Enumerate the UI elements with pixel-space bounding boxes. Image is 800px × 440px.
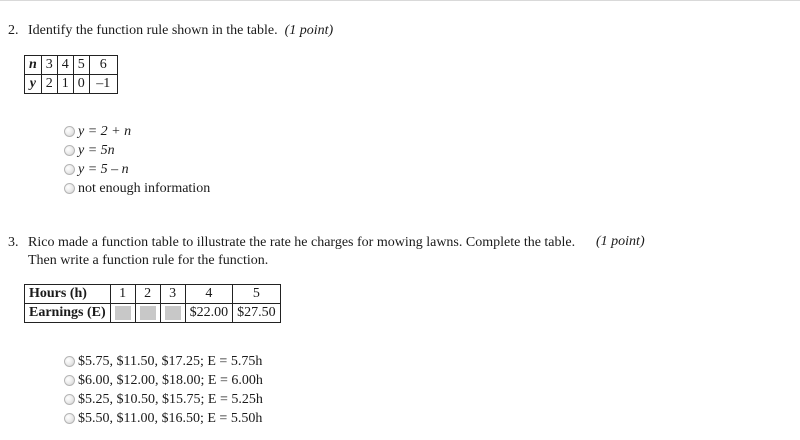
blank-input-box[interactable]: [115, 306, 131, 320]
option-c[interactable]: [64, 160, 210, 179]
question-2-number: 3.: [8, 235, 19, 250]
function-table-1: [24, 55, 118, 94]
table-cell: 4: [185, 285, 233, 304]
table-cell: 2: [41, 75, 57, 94]
option-label: $6.00, $12.00, $18.00; E = 6.00h: [78, 372, 263, 388]
answer-box[interactable]: [135, 304, 160, 323]
option-b[interactable]: [64, 141, 210, 160]
table-row-earnings: [25, 304, 281, 323]
question-2-points: (1 point): [596, 234, 645, 249]
option-label: $5.25, $10.50, $15.75; E = 5.25h: [78, 391, 263, 407]
question-1-options: [64, 122, 210, 198]
table-row-n: [25, 56, 118, 75]
table-cell: 4: [57, 56, 73, 75]
question-1-number: 2.: [8, 23, 19, 38]
table-row-y: [25, 75, 118, 94]
radio-button[interactable]: [64, 394, 75, 405]
table-header-y: y: [25, 75, 42, 94]
option-label: y = 2 + n: [78, 123, 132, 139]
function-table-2: [24, 284, 281, 323]
option-label: y = 5n: [78, 142, 115, 158]
table-cell: 3: [41, 56, 57, 75]
table-cell: –1: [89, 75, 117, 94]
option-d[interactable]: [64, 179, 210, 198]
option-a[interactable]: [64, 352, 263, 371]
answer-box[interactable]: [110, 304, 135, 323]
option-label: $5.75, $11.50, $17.25; E = 5.75h: [78, 353, 263, 369]
radio-button[interactable]: [64, 126, 75, 137]
option-label: y = 5 – n: [78, 161, 129, 177]
option-d[interactable]: [64, 409, 263, 428]
question-2-options: [64, 352, 263, 428]
table-cell: 6: [89, 56, 117, 75]
table-cell: 2: [135, 285, 160, 304]
top-divider: [0, 0, 800, 1]
option-b[interactable]: [64, 371, 263, 390]
table-header-n: n: [25, 56, 42, 75]
radio-button[interactable]: [64, 145, 75, 156]
table-cell: $22.00: [185, 304, 233, 323]
radio-button[interactable]: [64, 183, 75, 194]
answer-box[interactable]: [160, 304, 185, 323]
radio-button[interactable]: [64, 413, 75, 424]
table-cell: 3: [160, 285, 185, 304]
blank-input-box[interactable]: [165, 306, 181, 320]
table-cell: 5: [233, 285, 281, 304]
table-header-hours: Hours (h): [25, 285, 111, 304]
radio-button[interactable]: [64, 356, 75, 367]
table-cell: 5: [73, 56, 89, 75]
option-a[interactable]: [64, 122, 210, 141]
table-cell: 1: [57, 75, 73, 94]
question-1-points: (1 point): [284, 23, 334, 38]
table-header-earnings: Earnings (E): [25, 304, 111, 323]
table-cell: 0: [73, 75, 89, 94]
question-1: [8, 22, 333, 40]
radio-button[interactable]: [64, 164, 75, 175]
table-cell: 1: [110, 285, 135, 304]
option-c[interactable]: [64, 390, 263, 409]
radio-button[interactable]: [64, 375, 75, 386]
question-2-text: Rico made a function table to illustrate the rate he charges for mowing lawns. Complete the table. Then write a function rule for the function.: [28, 235, 576, 268]
option-label: not enough information: [78, 180, 211, 196]
question-1-text: Identify the function rule shown in the table.: [28, 23, 278, 38]
option-label: $5.50, $11.00, $16.50; E = 5.50h: [78, 410, 263, 426]
table-row-hours: [25, 285, 281, 304]
blank-input-box[interactable]: [140, 306, 156, 320]
table-cell: $27.50: [233, 304, 281, 323]
